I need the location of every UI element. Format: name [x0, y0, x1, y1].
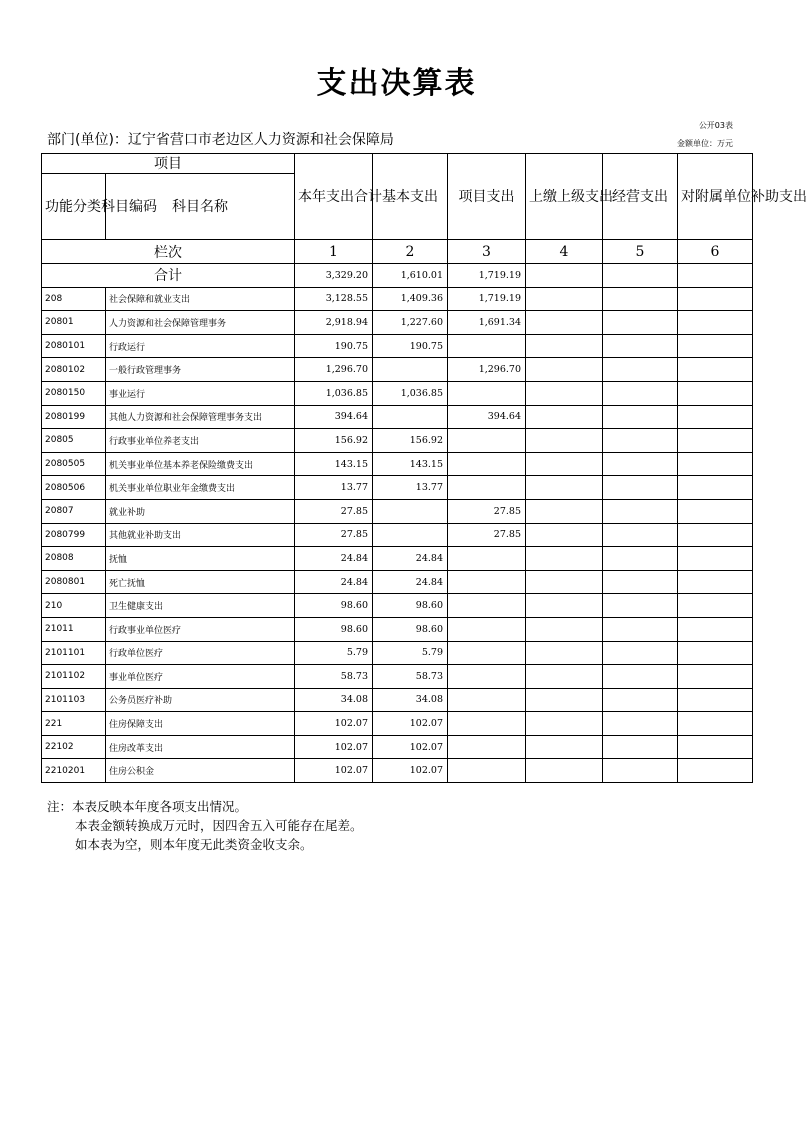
- row-code: 2101101: [42, 641, 106, 665]
- row-project: [448, 759, 526, 783]
- column-number: 3: [448, 240, 526, 264]
- table-body: [42, 287, 753, 782]
- row-basic: [373, 499, 448, 523]
- row-upper: [526, 712, 603, 736]
- row-upper: [526, 735, 603, 759]
- header-subsidy: 对附属单位补助支出: [678, 154, 753, 240]
- row-basic: 24.84: [373, 547, 448, 571]
- row-code: 208: [42, 287, 106, 311]
- row-project: [448, 735, 526, 759]
- table-row: [42, 452, 753, 476]
- row-total: 102.07: [295, 735, 373, 759]
- column-number-label: 栏次: [42, 240, 295, 264]
- row-code: 221: [42, 712, 106, 736]
- row-upper: [526, 429, 603, 453]
- table-row: [42, 735, 753, 759]
- row-upper: [526, 287, 603, 311]
- row-total: 27.85: [295, 499, 373, 523]
- row-project: 27.85: [448, 523, 526, 547]
- row-project: [448, 617, 526, 641]
- row-code: 2080101: [42, 334, 106, 358]
- row-project: 1,296.70: [448, 358, 526, 382]
- row-upper: [526, 759, 603, 783]
- row-subsidy: [678, 429, 753, 453]
- header-subject-name: 科目名称: [106, 174, 295, 240]
- row-business: [603, 287, 678, 311]
- row-upper: [526, 499, 603, 523]
- row-business: [603, 665, 678, 689]
- row-total: 24.84: [295, 547, 373, 571]
- row-name: 公务员医疗补助: [106, 688, 295, 712]
- table-row: [42, 287, 753, 311]
- row-basic: 102.07: [373, 759, 448, 783]
- row-code: 2101102: [42, 665, 106, 689]
- row-upper: [526, 641, 603, 665]
- row-business: [603, 712, 678, 736]
- row-basic: 143.15: [373, 452, 448, 476]
- row-code: 20807: [42, 499, 106, 523]
- row-subsidy: [678, 287, 753, 311]
- row-business: [603, 311, 678, 335]
- table-row: [42, 499, 753, 523]
- row-total: 102.07: [295, 712, 373, 736]
- row-name: 行政运行: [106, 334, 295, 358]
- note-line: 注：本表反映本年度各项支出情况。: [47, 799, 248, 814]
- row-name: 事业运行: [106, 381, 295, 405]
- row-project: [448, 334, 526, 358]
- department-label: 部门(单位)：辽宁省营口市老边区人力资源和社会保障局: [47, 132, 394, 148]
- row-upper: [526, 665, 603, 689]
- row-code: 20808: [42, 547, 106, 571]
- row-project: 1,719.19: [448, 287, 526, 311]
- row-total: 156.92: [295, 429, 373, 453]
- row-upper: [526, 476, 603, 500]
- row-business: [603, 499, 678, 523]
- row-business: [603, 570, 678, 594]
- expenditure-table: [41, 153, 807, 783]
- row-project: [448, 381, 526, 405]
- row-name: 其他人力资源和社会保障管理事务支出: [106, 405, 295, 429]
- table-row: [42, 405, 753, 429]
- row-code: 2080199: [42, 405, 106, 429]
- row-upper: [526, 594, 603, 618]
- row-business: [603, 405, 678, 429]
- row-total: 98.60: [295, 594, 373, 618]
- row-total: 190.75: [295, 334, 373, 358]
- row-code: 21011: [42, 617, 106, 641]
- row-basic: 5.79: [373, 641, 448, 665]
- row-upper: [526, 452, 603, 476]
- row-code: 2210201: [42, 759, 106, 783]
- table-row: [42, 381, 753, 405]
- row-basic: [373, 405, 448, 429]
- row-name: 机关事业单位职业年金缴费支出: [106, 476, 295, 500]
- row-basic: 1,227.60: [373, 311, 448, 335]
- row-total: 5.79: [295, 641, 373, 665]
- total-amount: 3,329.20: [295, 264, 373, 288]
- total-project: 1,719.19: [448, 264, 526, 288]
- row-basic: 190.75: [373, 334, 448, 358]
- row-total: 2,918.94: [295, 311, 373, 335]
- row-project: [448, 641, 526, 665]
- row-total: 13.77: [295, 476, 373, 500]
- table-row: [42, 594, 753, 618]
- row-name: 事业单位医疗: [106, 665, 295, 689]
- page-title: 支出决算表: [316, 66, 477, 101]
- row-business: [603, 381, 678, 405]
- table-row: [42, 547, 753, 571]
- row-upper: [526, 523, 603, 547]
- row-basic: 58.73: [373, 665, 448, 689]
- row-basic: 98.60: [373, 594, 448, 618]
- header-upper: 上缴上级支出: [526, 154, 603, 240]
- row-project: [448, 452, 526, 476]
- column-number: 6: [678, 240, 753, 264]
- row-business: [603, 688, 678, 712]
- row-total: 1,296.70: [295, 358, 373, 382]
- row-basic: [373, 523, 448, 547]
- row-name: 行政事业单位医疗: [106, 617, 295, 641]
- row-code: 2080505: [42, 452, 106, 476]
- row-total: 1,036.85: [295, 381, 373, 405]
- column-number: 5: [603, 240, 678, 264]
- row-project: [448, 688, 526, 712]
- column-number: 1: [295, 240, 373, 264]
- row-total: 24.84: [295, 570, 373, 594]
- row-basic: 1,409.36: [373, 287, 448, 311]
- row-code: 20805: [42, 429, 106, 453]
- row-name: 行政单位医疗: [106, 641, 295, 665]
- column-number: 4: [526, 240, 603, 264]
- row-basic: 98.60: [373, 617, 448, 641]
- row-upper: [526, 358, 603, 382]
- row-basic: 1,036.85: [373, 381, 448, 405]
- row-total: 394.64: [295, 405, 373, 429]
- row-business: [603, 334, 678, 358]
- row-total: 143.15: [295, 452, 373, 476]
- table-row: [42, 665, 753, 689]
- table-row: [42, 523, 753, 547]
- row-total: 27.85: [295, 523, 373, 547]
- header-total: 本年支出合计: [295, 154, 373, 240]
- row-project: [448, 547, 526, 571]
- row-upper: [526, 688, 603, 712]
- row-subsidy: [678, 735, 753, 759]
- table-row: [42, 311, 753, 335]
- row-name: 一般行政管理事务: [106, 358, 295, 382]
- table-row: [42, 358, 753, 382]
- row-project: [448, 594, 526, 618]
- row-total: 3,128.55: [295, 287, 373, 311]
- row-name: 死亡抚恤: [106, 570, 295, 594]
- row-code: 22102: [42, 735, 106, 759]
- row-subsidy: [678, 688, 753, 712]
- row-code: 2080799: [42, 523, 106, 547]
- row-name: 卫生健康支出: [106, 594, 295, 618]
- row-basic: 156.92: [373, 429, 448, 453]
- row-business: [603, 617, 678, 641]
- row-subsidy: [678, 665, 753, 689]
- row-basic: 102.07: [373, 712, 448, 736]
- row-upper: [526, 381, 603, 405]
- row-subsidy: [678, 617, 753, 641]
- row-total: 102.07: [295, 759, 373, 783]
- table-row: [42, 617, 753, 641]
- row-subsidy: [678, 358, 753, 382]
- table-row: [42, 334, 753, 358]
- row-subsidy: [678, 641, 753, 665]
- row-business: [603, 641, 678, 665]
- row-subsidy: [678, 523, 753, 547]
- row-business: [603, 452, 678, 476]
- row-name: 就业补助: [106, 499, 295, 523]
- header-project: 项目支出: [448, 154, 526, 240]
- row-code: 20801: [42, 311, 106, 335]
- row-name: 住房公积金: [106, 759, 295, 783]
- total-upper: [526, 264, 603, 288]
- row-name: 人力资源和社会保障管理事务: [106, 311, 295, 335]
- unit-label: 金额单位：万元: [677, 139, 733, 148]
- row-project: [448, 476, 526, 500]
- row-project: [448, 429, 526, 453]
- row-project: 27.85: [448, 499, 526, 523]
- row-name: 社会保障和就业支出: [106, 287, 295, 311]
- row-subsidy: [678, 452, 753, 476]
- row-name: 其他就业补助支出: [106, 523, 295, 547]
- row-subsidy: [678, 334, 753, 358]
- total-business: [603, 264, 678, 288]
- row-subsidy: [678, 759, 753, 783]
- table-row: [42, 641, 753, 665]
- row-code: 2080150: [42, 381, 106, 405]
- total-label: 合计: [42, 264, 295, 288]
- notes: [47, 797, 363, 854]
- column-number: 2: [373, 240, 448, 264]
- row-code: 2080102: [42, 358, 106, 382]
- row-basic: 102.07: [373, 735, 448, 759]
- note-line: 如本表为空，则本年度无此类资金收支余。: [75, 837, 313, 852]
- row-upper: [526, 617, 603, 641]
- table-row: [42, 759, 753, 783]
- row-subsidy: [678, 311, 753, 335]
- row-subsidy: [678, 405, 753, 429]
- row-business: [603, 476, 678, 500]
- row-basic: 24.84: [373, 570, 448, 594]
- row-name: 抚恤: [106, 547, 295, 571]
- row-basic: 13.77: [373, 476, 448, 500]
- table-row: [42, 688, 753, 712]
- row-upper: [526, 334, 603, 358]
- row-code: 2101103: [42, 688, 106, 712]
- header-item: 项目: [42, 154, 295, 174]
- row-total: 34.08: [295, 688, 373, 712]
- row-name: 行政事业单位养老支出: [106, 429, 295, 453]
- row-name: 住房改革支出: [106, 735, 295, 759]
- row-subsidy: [678, 594, 753, 618]
- row-basic: 34.08: [373, 688, 448, 712]
- row-subsidy: [678, 570, 753, 594]
- total-row: [42, 264, 753, 288]
- table-row: [42, 476, 753, 500]
- row-code: 2080506: [42, 476, 106, 500]
- row-subsidy: [678, 547, 753, 571]
- header-business: 经营支出: [603, 154, 678, 240]
- row-business: [603, 594, 678, 618]
- row-subsidy: [678, 476, 753, 500]
- note-line: 本表金额转换成万元时，因四舍五入可能存在尾差。: [75, 818, 363, 833]
- header-basic: 基本支出: [373, 154, 448, 240]
- row-name: 机关事业单位基本养老保险缴费支出: [106, 452, 295, 476]
- row-code: 210: [42, 594, 106, 618]
- row-basic: [373, 358, 448, 382]
- total-basic: 1,610.01: [373, 264, 448, 288]
- table-row: [42, 570, 753, 594]
- table-row: [42, 712, 753, 736]
- row-project: 1,691.34: [448, 311, 526, 335]
- table-row: [42, 429, 753, 453]
- row-upper: [526, 311, 603, 335]
- row-project: [448, 570, 526, 594]
- row-subsidy: [678, 712, 753, 736]
- form-code: 公开03表: [698, 121, 733, 130]
- row-upper: [526, 547, 603, 571]
- row-subsidy: [678, 381, 753, 405]
- row-upper: [526, 570, 603, 594]
- row-subsidy: [678, 499, 753, 523]
- row-upper: [526, 405, 603, 429]
- row-business: [603, 429, 678, 453]
- header-func-code: 功能分类科目编码: [42, 174, 106, 240]
- row-business: [603, 735, 678, 759]
- row-business: [603, 358, 678, 382]
- row-business: [603, 523, 678, 547]
- row-code: 2080801: [42, 570, 106, 594]
- row-name: 住房保障支出: [106, 712, 295, 736]
- row-project: [448, 712, 526, 736]
- row-project: [448, 665, 526, 689]
- row-business: [603, 759, 678, 783]
- total-subsidy: [678, 264, 753, 288]
- row-total: 58.73: [295, 665, 373, 689]
- row-total: 98.60: [295, 617, 373, 641]
- row-business: [603, 547, 678, 571]
- row-project: 394.64: [448, 405, 526, 429]
